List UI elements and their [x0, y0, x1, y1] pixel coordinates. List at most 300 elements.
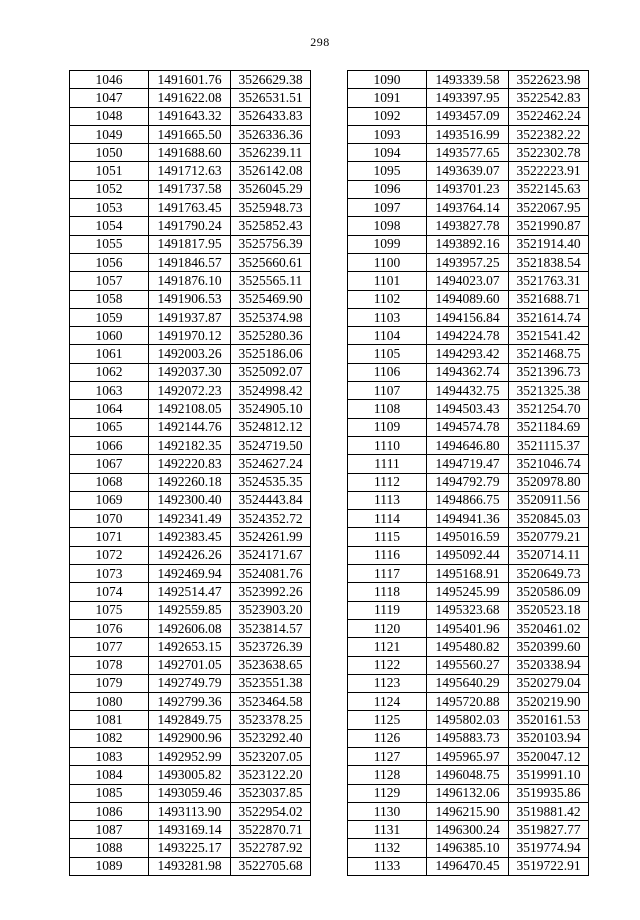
x-coordinate-cell: 1492701.05: [149, 656, 231, 674]
y-coordinate-cell: 3520649.73: [509, 565, 589, 583]
table-row: [70, 839, 311, 857]
point-id-cell: 1100: [348, 253, 427, 271]
x-coordinate-cell: 1492300.40: [149, 491, 231, 509]
y-coordinate-cell: 3521396.73: [509, 363, 589, 381]
x-coordinate-cell: 1496132.06: [427, 784, 509, 802]
x-coordinate-cell: 1495720.88: [427, 693, 509, 711]
point-id-cell: 1115: [348, 528, 427, 546]
point-id-cell: 1051: [70, 162, 149, 180]
x-coordinate-cell: 1493764.14: [427, 199, 509, 217]
point-id-cell: 1069: [70, 491, 149, 509]
y-coordinate-cell: 3519991.10: [509, 766, 589, 784]
y-coordinate-cell: 3526531.51: [231, 89, 311, 107]
y-coordinate-cell: 3521614.74: [509, 308, 589, 326]
point-id-cell: 1089: [70, 857, 149, 875]
table-row: [70, 455, 311, 473]
x-coordinate-cell: 1494362.74: [427, 363, 509, 381]
table-row: [348, 400, 589, 418]
point-id-cell: 1085: [70, 784, 149, 802]
point-id-cell: 1127: [348, 747, 427, 765]
table-row: [70, 180, 311, 198]
y-coordinate-cell: 3520461.02: [509, 619, 589, 637]
x-coordinate-cell: 1494432.75: [427, 382, 509, 400]
point-id-cell: 1065: [70, 418, 149, 436]
table-row: [70, 418, 311, 436]
y-coordinate-cell: 3520978.80: [509, 473, 589, 491]
point-id-cell: 1087: [70, 821, 149, 839]
x-coordinate-cell: 1496048.75: [427, 766, 509, 784]
x-coordinate-cell: 1492653.15: [149, 638, 231, 656]
table-row: [348, 729, 589, 747]
x-coordinate-cell: 1491846.57: [149, 253, 231, 271]
x-coordinate-cell: 1493892.16: [427, 235, 509, 253]
x-coordinate-cell: 1493169.14: [149, 821, 231, 839]
table-row: [348, 327, 589, 345]
table-row: [348, 345, 589, 363]
table-row: [348, 802, 589, 820]
y-coordinate-cell: 3523814.57: [231, 619, 311, 637]
x-coordinate-cell: 1494293.42: [427, 345, 509, 363]
y-coordinate-cell: 3526629.38: [231, 71, 311, 89]
y-coordinate-cell: 3520338.94: [509, 656, 589, 674]
point-id-cell: 1105: [348, 345, 427, 363]
table-row: [70, 217, 311, 235]
y-coordinate-cell: 3524719.50: [231, 436, 311, 454]
point-id-cell: 1083: [70, 747, 149, 765]
table-row: [348, 656, 589, 674]
point-id-cell: 1079: [70, 674, 149, 692]
point-id-cell: 1112: [348, 473, 427, 491]
x-coordinate-cell: 1492182.35: [149, 436, 231, 454]
table-row: [70, 71, 311, 89]
y-coordinate-cell: 3525280.36: [231, 327, 311, 345]
x-coordinate-cell: 1494719.47: [427, 455, 509, 473]
x-coordinate-cell: 1492514.47: [149, 583, 231, 601]
x-coordinate-cell: 1493281.98: [149, 857, 231, 875]
y-coordinate-cell: 3525092.07: [231, 363, 311, 381]
table-row: [70, 345, 311, 363]
point-id-cell: 1116: [348, 546, 427, 564]
point-id-cell: 1063: [70, 382, 149, 400]
y-coordinate-cell: 3521914.40: [509, 235, 589, 253]
table-row: [348, 601, 589, 619]
point-id-cell: 1086: [70, 802, 149, 820]
point-id-cell: 1113: [348, 491, 427, 509]
y-coordinate-cell: 3524261.99: [231, 528, 311, 546]
y-coordinate-cell: 3520911.56: [509, 491, 589, 509]
x-coordinate-cell: 1492220.83: [149, 455, 231, 473]
x-coordinate-cell: 1495560.27: [427, 656, 509, 674]
x-coordinate-cell: 1493577.65: [427, 144, 509, 162]
table-row: [348, 253, 589, 271]
point-id-cell: 1075: [70, 601, 149, 619]
y-coordinate-cell: 3522145.63: [509, 180, 589, 198]
point-id-cell: 1078: [70, 656, 149, 674]
point-id-cell: 1102: [348, 290, 427, 308]
y-coordinate-cell: 3524352.72: [231, 510, 311, 528]
point-id-cell: 1124: [348, 693, 427, 711]
x-coordinate-cell: 1493639.07: [427, 162, 509, 180]
x-coordinate-cell: 1491622.08: [149, 89, 231, 107]
x-coordinate-cell: 1494792.79: [427, 473, 509, 491]
table-row: [70, 821, 311, 839]
y-coordinate-cell: 3526142.08: [231, 162, 311, 180]
x-coordinate-cell: 1494089.60: [427, 290, 509, 308]
table-row: [348, 528, 589, 546]
table-row: [70, 729, 311, 747]
table-row: [70, 235, 311, 253]
x-coordinate-cell: 1492144.76: [149, 418, 231, 436]
point-id-cell: 1074: [70, 583, 149, 601]
y-coordinate-cell: 3520523.18: [509, 601, 589, 619]
point-id-cell: 1129: [348, 784, 427, 802]
point-id-cell: 1130: [348, 802, 427, 820]
point-id-cell: 1061: [70, 345, 149, 363]
x-coordinate-cell: 1491601.76: [149, 71, 231, 89]
point-id-cell: 1077: [70, 638, 149, 656]
x-coordinate-cell: 1492469.94: [149, 565, 231, 583]
point-id-cell: 1118: [348, 583, 427, 601]
point-id-cell: 1107: [348, 382, 427, 400]
table-row: [70, 107, 311, 125]
table-row: [348, 784, 589, 802]
point-id-cell: 1096: [348, 180, 427, 198]
table-row: [70, 308, 311, 326]
point-id-cell: 1058: [70, 290, 149, 308]
point-id-cell: 1076: [70, 619, 149, 637]
table-row: [70, 583, 311, 601]
x-coordinate-cell: 1495245.99: [427, 583, 509, 601]
x-coordinate-cell: 1492749.79: [149, 674, 231, 692]
point-id-cell: 1121: [348, 638, 427, 656]
y-coordinate-cell: 3519881.42: [509, 802, 589, 820]
y-coordinate-cell: 3523122.20: [231, 766, 311, 784]
point-id-cell: 1081: [70, 711, 149, 729]
y-coordinate-cell: 3524812.12: [231, 418, 311, 436]
y-coordinate-cell: 3522623.98: [509, 71, 589, 89]
point-id-cell: 1110: [348, 436, 427, 454]
table-row: [70, 711, 311, 729]
table-row: [70, 510, 311, 528]
table-row: [348, 711, 589, 729]
y-coordinate-cell: 3524081.76: [231, 565, 311, 583]
table-row: [70, 857, 311, 875]
point-id-cell: 1056: [70, 253, 149, 271]
table-row: [70, 382, 311, 400]
point-id-cell: 1073: [70, 565, 149, 583]
x-coordinate-cell: 1492260.18: [149, 473, 231, 491]
y-coordinate-cell: 3523726.39: [231, 638, 311, 656]
point-id-cell: 1104: [348, 327, 427, 345]
y-coordinate-cell: 3526433.83: [231, 107, 311, 125]
table-row: [348, 583, 589, 601]
table-row: [348, 436, 589, 454]
x-coordinate-cell: 1491712.63: [149, 162, 231, 180]
point-id-cell: 1108: [348, 400, 427, 418]
y-coordinate-cell: 3525374.98: [231, 308, 311, 326]
table-row: [348, 363, 589, 381]
table-row: [348, 747, 589, 765]
y-coordinate-cell: 3522462.24: [509, 107, 589, 125]
y-coordinate-cell: 3523551.38: [231, 674, 311, 692]
x-coordinate-cell: 1491790.24: [149, 217, 231, 235]
x-coordinate-cell: 1495802.03: [427, 711, 509, 729]
x-coordinate-cell: 1491970.12: [149, 327, 231, 345]
x-coordinate-cell: 1496385.10: [427, 839, 509, 857]
y-coordinate-cell: 3525756.39: [231, 235, 311, 253]
table-row: [70, 290, 311, 308]
x-coordinate-cell: 1496300.24: [427, 821, 509, 839]
y-coordinate-cell: 3525469.90: [231, 290, 311, 308]
table-row: [70, 656, 311, 674]
x-coordinate-cell: 1494866.75: [427, 491, 509, 509]
point-id-cell: 1125: [348, 711, 427, 729]
table-row: [70, 473, 311, 491]
x-coordinate-cell: 1492108.05: [149, 400, 231, 418]
point-id-cell: 1132: [348, 839, 427, 857]
coordinate-table-body: [70, 71, 311, 876]
point-id-cell: 1059: [70, 308, 149, 326]
table-row: [348, 71, 589, 89]
point-id-cell: 1064: [70, 400, 149, 418]
point-id-cell: 1095: [348, 162, 427, 180]
table-row: [70, 144, 311, 162]
x-coordinate-cell: 1491643.32: [149, 107, 231, 125]
y-coordinate-cell: 3522382.22: [509, 125, 589, 143]
x-coordinate-cell: 1494574.78: [427, 418, 509, 436]
point-id-cell: 1048: [70, 107, 149, 125]
point-id-cell: 1052: [70, 180, 149, 198]
y-coordinate-cell: 3524627.24: [231, 455, 311, 473]
table-row: [70, 436, 311, 454]
x-coordinate-cell: 1493339.58: [427, 71, 509, 89]
y-coordinate-cell: 3520219.90: [509, 693, 589, 711]
point-id-cell: 1094: [348, 144, 427, 162]
y-coordinate-cell: 3522870.71: [231, 821, 311, 839]
y-coordinate-cell: 3520714.11: [509, 546, 589, 564]
table-row: [70, 802, 311, 820]
table-row: [348, 290, 589, 308]
table-row: [70, 162, 311, 180]
point-id-cell: 1097: [348, 199, 427, 217]
table-row: [348, 821, 589, 839]
point-id-cell: 1103: [348, 308, 427, 326]
y-coordinate-cell: 3524535.35: [231, 473, 311, 491]
y-coordinate-cell: 3523037.85: [231, 784, 311, 802]
x-coordinate-cell: 1493957.25: [427, 253, 509, 271]
y-coordinate-cell: 3524443.84: [231, 491, 311, 509]
point-id-cell: 1054: [70, 217, 149, 235]
point-id-cell: 1080: [70, 693, 149, 711]
table-row: [348, 565, 589, 583]
x-coordinate-cell: 1495965.97: [427, 747, 509, 765]
x-coordinate-cell: 1493225.17: [149, 839, 231, 857]
x-coordinate-cell: 1492952.99: [149, 747, 231, 765]
y-coordinate-cell: 3522787.92: [231, 839, 311, 857]
y-coordinate-cell: 3521184.69: [509, 418, 589, 436]
table-row: [70, 400, 311, 418]
x-coordinate-cell: 1493701.23: [427, 180, 509, 198]
y-coordinate-cell: 3521688.71: [509, 290, 589, 308]
x-coordinate-cell: 1492383.45: [149, 528, 231, 546]
x-coordinate-cell: 1491763.45: [149, 199, 231, 217]
y-coordinate-cell: 3520161.53: [509, 711, 589, 729]
y-coordinate-cell: 3526336.36: [231, 125, 311, 143]
point-id-cell: 1119: [348, 601, 427, 619]
point-id-cell: 1120: [348, 619, 427, 637]
y-coordinate-cell: 3525852.43: [231, 217, 311, 235]
x-coordinate-cell: 1493113.90: [149, 802, 231, 820]
point-id-cell: 1092: [348, 107, 427, 125]
point-id-cell: 1055: [70, 235, 149, 253]
y-coordinate-cell: 3525186.06: [231, 345, 311, 363]
x-coordinate-cell: 1492426.26: [149, 546, 231, 564]
point-id-cell: 1123: [348, 674, 427, 692]
y-coordinate-cell: 3520103.94: [509, 729, 589, 747]
table-row: [348, 491, 589, 509]
x-coordinate-cell: 1491665.50: [149, 125, 231, 143]
table-row: [70, 528, 311, 546]
x-coordinate-cell: 1494646.80: [427, 436, 509, 454]
x-coordinate-cell: 1491817.95: [149, 235, 231, 253]
y-coordinate-cell: 3524171.67: [231, 546, 311, 564]
point-id-cell: 1084: [70, 766, 149, 784]
point-id-cell: 1126: [348, 729, 427, 747]
point-id-cell: 1106: [348, 363, 427, 381]
y-coordinate-cell: 3521254.70: [509, 400, 589, 418]
y-coordinate-cell: 3519774.94: [509, 839, 589, 857]
x-coordinate-cell: 1491737.58: [149, 180, 231, 198]
table-row: [348, 418, 589, 436]
table-row: [348, 473, 589, 491]
y-coordinate-cell: 3523464.58: [231, 693, 311, 711]
y-coordinate-cell: 3521115.37: [509, 436, 589, 454]
y-coordinate-cell: 3526045.29: [231, 180, 311, 198]
x-coordinate-cell: 1492799.36: [149, 693, 231, 711]
point-id-cell: 1099: [348, 235, 427, 253]
point-id-cell: 1067: [70, 455, 149, 473]
y-coordinate-cell: 3523378.25: [231, 711, 311, 729]
x-coordinate-cell: 1496215.90: [427, 802, 509, 820]
point-id-cell: 1050: [70, 144, 149, 162]
y-coordinate-cell: 3519827.77: [509, 821, 589, 839]
table-row: [348, 693, 589, 711]
table-row: [70, 747, 311, 765]
table-row: [348, 382, 589, 400]
table-row: [70, 784, 311, 802]
x-coordinate-cell: 1496470.45: [427, 857, 509, 875]
table-row: [348, 89, 589, 107]
y-coordinate-cell: 3520779.21: [509, 528, 589, 546]
y-coordinate-cell: 3521468.75: [509, 345, 589, 363]
table-row: [348, 546, 589, 564]
table-row: [70, 601, 311, 619]
y-coordinate-cell: 3522223.91: [509, 162, 589, 180]
table-row: [348, 180, 589, 198]
table-row: [348, 619, 589, 637]
page-number: 298: [310, 35, 330, 49]
point-id-cell: 1117: [348, 565, 427, 583]
table-row: [348, 144, 589, 162]
table-row: [348, 235, 589, 253]
x-coordinate-cell: 1491937.87: [149, 308, 231, 326]
table-row: [348, 272, 589, 290]
x-coordinate-cell: 1495092.44: [427, 546, 509, 564]
point-id-cell: 1053: [70, 199, 149, 217]
y-coordinate-cell: 3523207.05: [231, 747, 311, 765]
table-row: [70, 253, 311, 271]
table-row: [70, 565, 311, 583]
point-id-cell: 1071: [70, 528, 149, 546]
x-coordinate-cell: 1492341.49: [149, 510, 231, 528]
x-coordinate-cell: 1495323.68: [427, 601, 509, 619]
y-coordinate-cell: 3522067.95: [509, 199, 589, 217]
table-row: [348, 125, 589, 143]
x-coordinate-cell: 1492072.23: [149, 382, 231, 400]
y-coordinate-cell: 3525565.11: [231, 272, 311, 290]
table-row: [70, 327, 311, 345]
point-id-cell: 1088: [70, 839, 149, 857]
point-id-cell: 1114: [348, 510, 427, 528]
point-id-cell: 1057: [70, 272, 149, 290]
table-row: [348, 766, 589, 784]
table-row: [70, 272, 311, 290]
x-coordinate-cell: 1495480.82: [427, 638, 509, 656]
point-id-cell: 1090: [348, 71, 427, 89]
table-row: [348, 510, 589, 528]
point-id-cell: 1060: [70, 327, 149, 345]
y-coordinate-cell: 3524905.10: [231, 400, 311, 418]
x-coordinate-cell: 1495016.59: [427, 528, 509, 546]
x-coordinate-cell: 1493059.46: [149, 784, 231, 802]
x-coordinate-cell: 1491906.53: [149, 290, 231, 308]
table-row: [348, 308, 589, 326]
x-coordinate-cell: 1495168.91: [427, 565, 509, 583]
table-row: [348, 857, 589, 875]
y-coordinate-cell: 3521325.38: [509, 382, 589, 400]
table-row: [348, 162, 589, 180]
point-id-cell: 1128: [348, 766, 427, 784]
table-row: [348, 217, 589, 235]
y-coordinate-cell: 3520047.12: [509, 747, 589, 765]
y-coordinate-cell: 3522705.68: [231, 857, 311, 875]
y-coordinate-cell: 3525948.73: [231, 199, 311, 217]
x-coordinate-cell: 1493005.82: [149, 766, 231, 784]
x-coordinate-cell: 1493397.95: [427, 89, 509, 107]
x-coordinate-cell: 1493827.78: [427, 217, 509, 235]
y-coordinate-cell: 3519722.91: [509, 857, 589, 875]
point-id-cell: 1046: [70, 71, 149, 89]
y-coordinate-cell: 3523903.20: [231, 601, 311, 619]
x-coordinate-cell: 1492003.26: [149, 345, 231, 363]
y-coordinate-cell: 3521046.74: [509, 455, 589, 473]
point-id-cell: 1091: [348, 89, 427, 107]
y-coordinate-cell: 3526239.11: [231, 144, 311, 162]
table-row: [348, 107, 589, 125]
x-coordinate-cell: 1492037.30: [149, 363, 231, 381]
x-coordinate-cell: 1494156.84: [427, 308, 509, 326]
y-coordinate-cell: 3520399.60: [509, 638, 589, 656]
point-id-cell: 1047: [70, 89, 149, 107]
table-row: [70, 199, 311, 217]
x-coordinate-cell: 1494023.07: [427, 272, 509, 290]
table-row: [70, 638, 311, 656]
y-coordinate-cell: 3523638.65: [231, 656, 311, 674]
table-row: [70, 766, 311, 784]
point-id-cell: 1109: [348, 418, 427, 436]
table-row: [348, 674, 589, 692]
y-coordinate-cell: 3522542.83: [509, 89, 589, 107]
